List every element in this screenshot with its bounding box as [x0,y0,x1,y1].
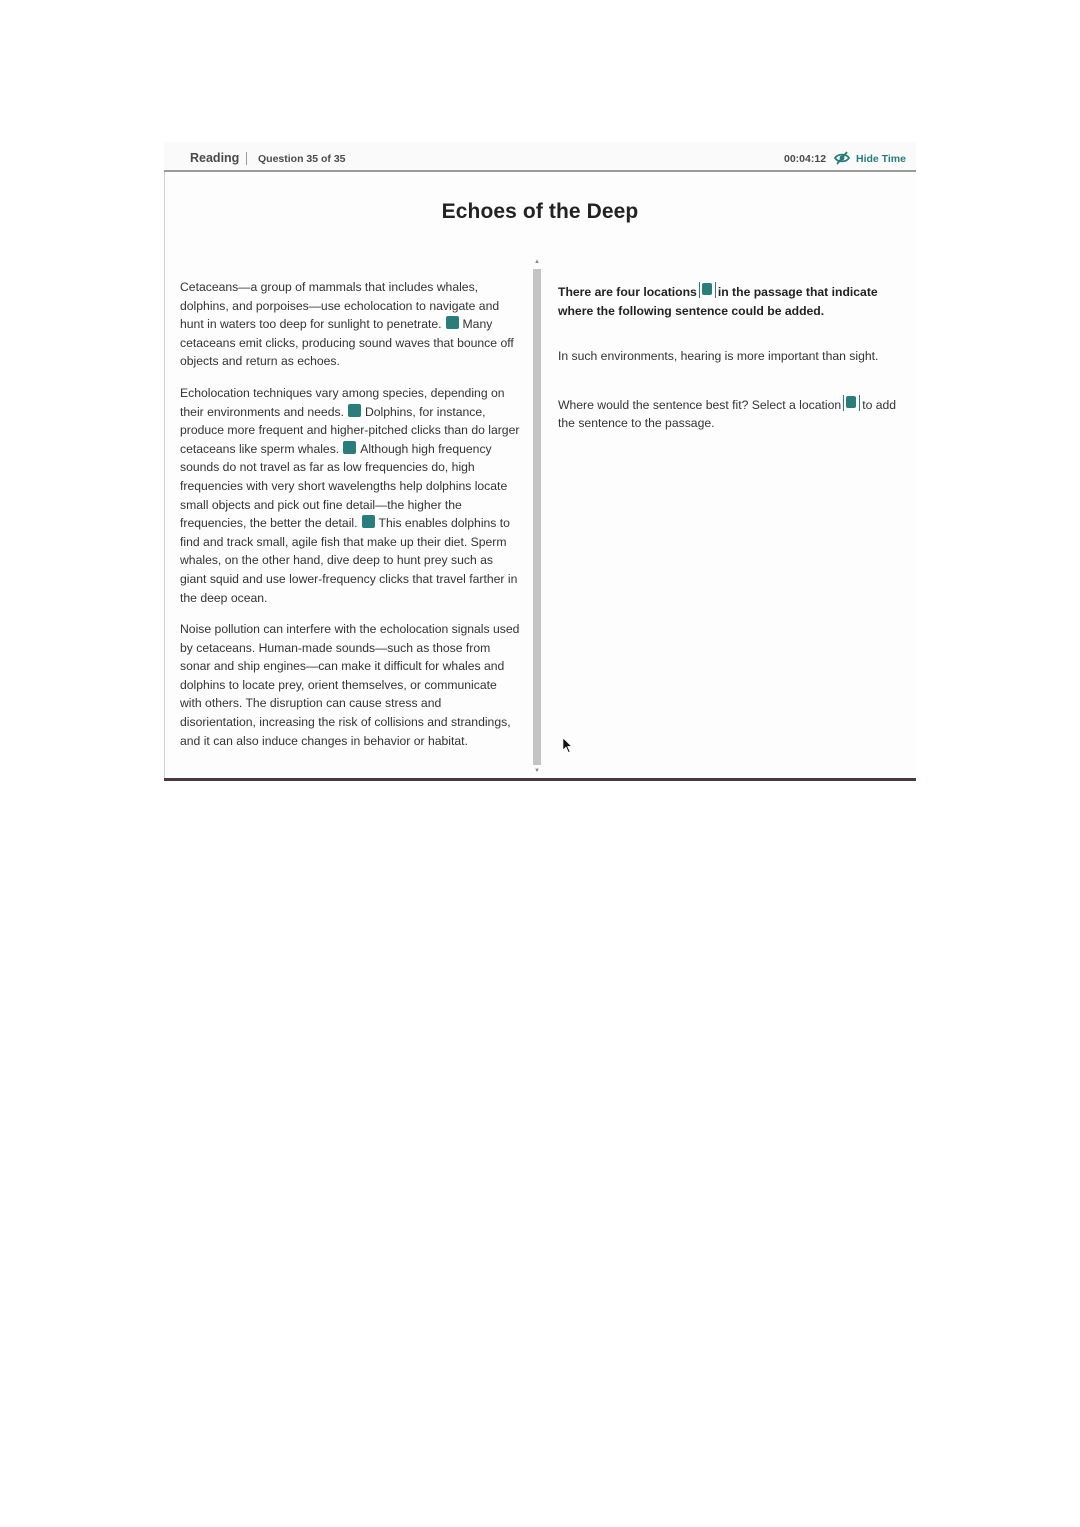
prompt-text: There are four locations [558,285,697,299]
passage-sentence: Noise pollution can interfere with the echolocation signals used by cetaceans. Human-made sounds—such as those from sonar and ship engines—can make it difficult for whales and dolphins to locate prey, orient themselves, or communicate with others. The disruption can cause stress and disorientation, increasing the risk of collisions and strandings, and it can also induce changes in behavior or habitat. [180,622,520,748]
square-marker-icon [699,282,716,298]
insertion-point-4[interactable] [362,515,375,528]
bottom-bar [164,778,916,781]
instruction-text: to add the sentence to the passage. [558,397,897,431]
scroll-down-icon[interactable]: ▼ [534,768,540,774]
passage-paragraph-1 [180,278,520,371]
passage-sentence: Although high frequency sounds do not travel as far as low frequencies do, high frequencies with very short wavelengths help dolphins locate small objects and pick out fine detail—the higher the frequencies, the better the detail. [180,441,508,531]
passage-paragraph-3 [180,620,520,750]
header-divider [246,152,247,165]
insertion-point-3[interactable] [343,441,356,454]
passage-scrollbar[interactable] [532,258,542,776]
question-instruction [558,395,898,433]
screen-left-border [164,172,165,778]
square-marker-icon [843,395,860,411]
passage-sentence: Dolphins, for instance, produce more frequent and higher-pitched clicks than do larger cetaceans like sperm whales. [180,404,520,456]
prompt-text: in the passage that indicate where the following sentence could be added. [558,285,878,318]
passage-sentence: Many cetaceans emit clicks, producing sound waves that bounce off objects and return as echoes. [180,317,514,369]
passage-title: Echoes of the Deep [441,200,639,223]
sentence-to-insert: In such environments, hearing is more important than sight. [558,349,879,364]
section-label: Reading [190,151,240,165]
passage-sentence: Echolocation techniques vary among species, depending on their environments and needs. [180,385,505,419]
scroll-up-icon[interactable]: ▲ [534,259,540,265]
scroll-thumb[interactable] [533,269,541,765]
question-panel [558,282,898,433]
instruction-text: Where would the sentence best fit? Select a location [558,397,842,412]
eye-slash-icon[interactable] [834,151,850,165]
timer: 00:04:12 [784,153,827,165]
top-bar [164,142,916,172]
passage-sentence: This enables dolphins to find and track small, agile fish that make up their diet. Sperm whales, on the other hand, dive deep to hunt prey such as giant squid and use lower-frequency clicks that travel farther in the deep ocean. [180,516,518,605]
passage-sentence: Cetaceans—a group of mammals that includes whales, dolphins, and porpoises—use echolocation to navigate and hunt in waters too deep for sunlight to penetrate. [180,280,500,332]
passage-text [180,278,520,763]
mouse-cursor-icon [563,738,573,754]
insertion-point-2[interactable] [348,404,361,417]
test-screen [164,142,916,782]
passage-paragraph-2 [180,384,520,607]
question-prompt [558,282,898,320]
hide-time-button[interactable]: Hide Time [856,153,906,165]
insertion-point-1[interactable] [446,316,459,329]
question-counter: Question 35 of 35 [258,153,346,165]
